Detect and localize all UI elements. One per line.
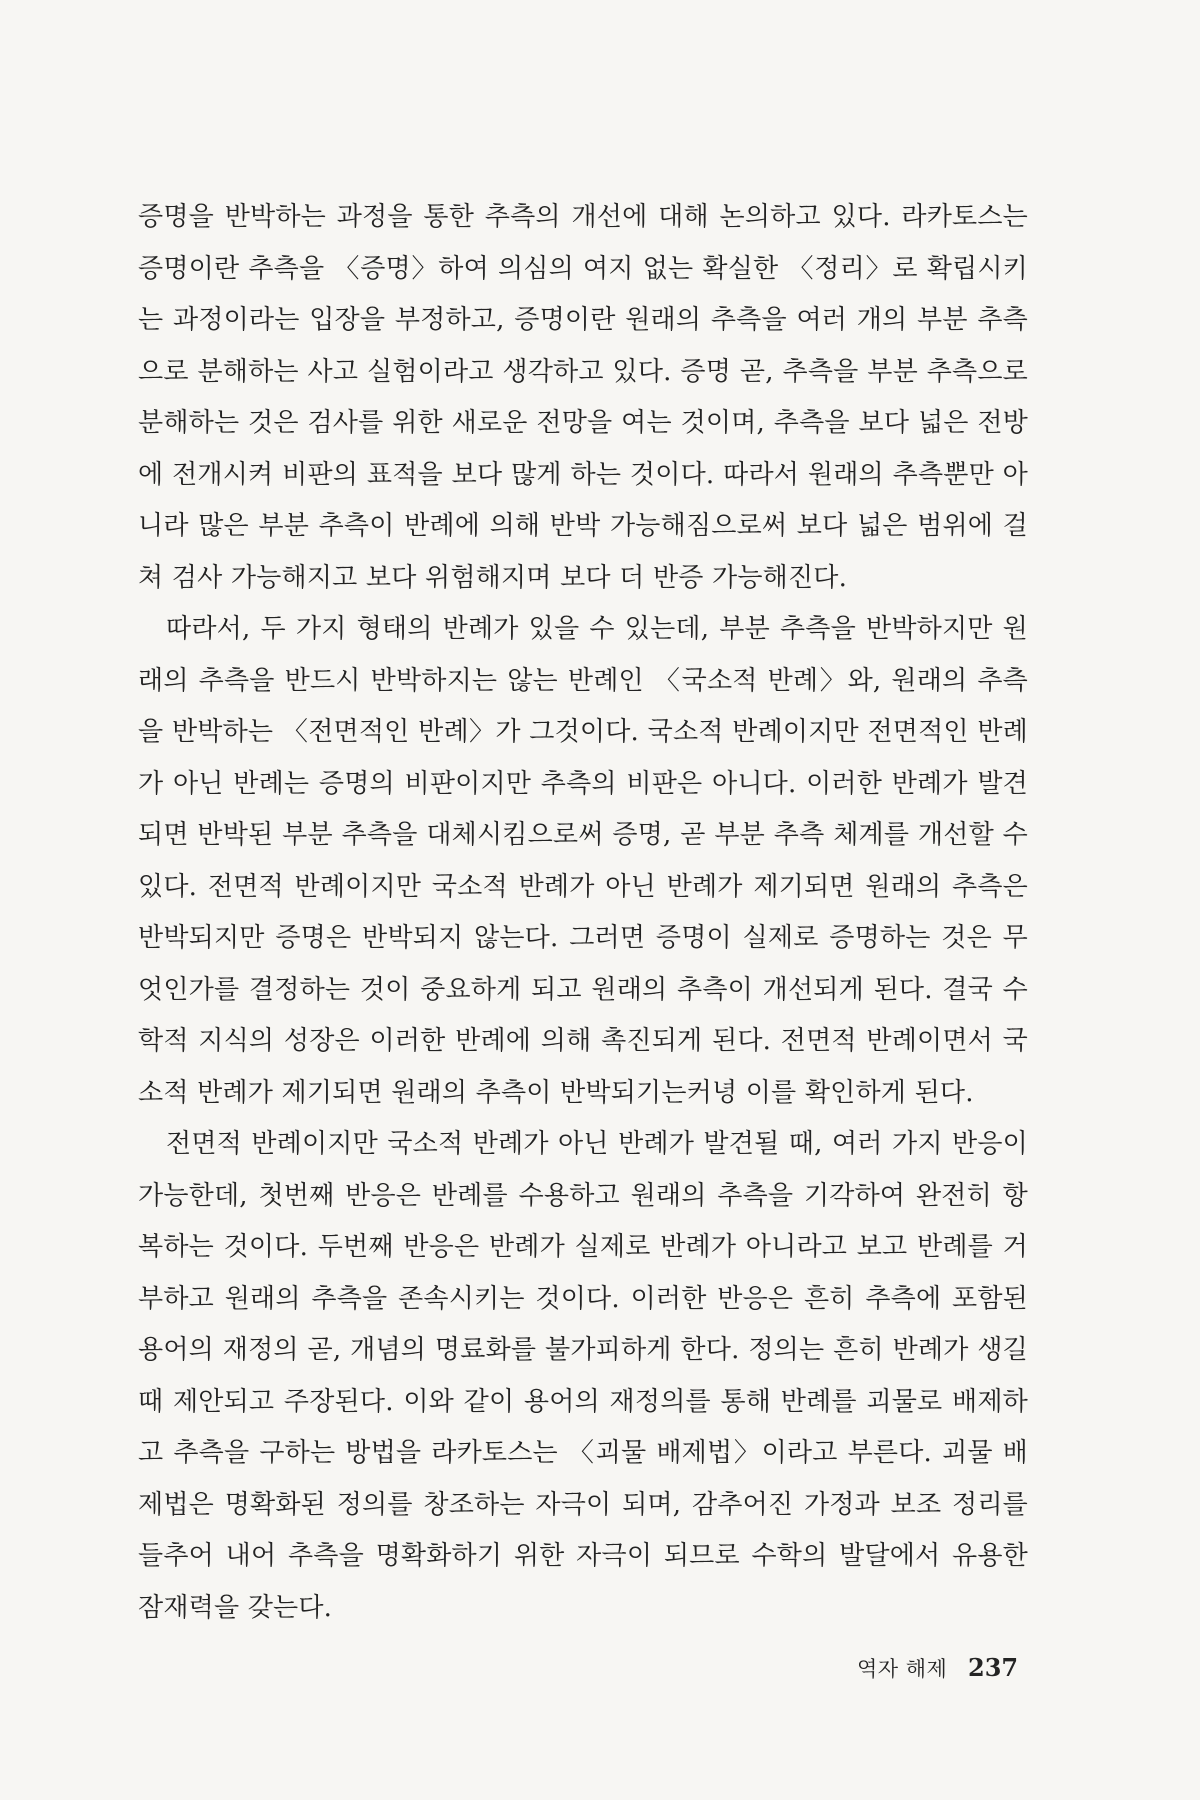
- paragraph-3: 전면적 반례이지만 국소적 반례가 아닌 반례가 발견될 때, 여러 가지 반응이 가능한데, 첫번째 반응은 반례를 수용하고 원래의 추측을 기각하여 완전히 항복하는 것이다. 두번째 반응은 반례가 실제로 반례가 아니라고 보고 반례를 거부하고 원래의 추측을 존속시키는 것이다. 이러한 반응은 흔히 추측에 포함된 용어의 재정의 곧, 개념의 명료화를 불가피하게 한다. 정의는 흔히 반례가 생길 때 제안되고 주장된다. 이와 같이 용어의 재정의를 통해 반례를 괴물로 배제하고 추측을 구하는 방법을 라카토스는 〈괴물 배제법〉이라고 부른다. 괴물 배제법은 명확화된 정의를 창조하는 자극이 되며, 감추어진 가정과 보조 정리를 들추어 내어 추측을 명확화하기 위한 자극이 되므로 수학의 발달에서 유용한 잠재력을 갖는다.: [138, 1129, 1028, 1623]
- page-footer: [857, 1653, 1018, 1684]
- paragraph-2: 따라서, 두 가지 형태의 반례가 있을 수 있는데, 부분 추측을 반박하지만 원래의 추측을 반드시 반박하지는 않는 반례인 〈국소적 반례〉와, 원래의 추측을 반박하는 〈전면적인 반례〉가 그것이다. 국소적 반례이지만 전면적인 반례가 아닌 반례는 증명의 비판이지만 추측의 비판은 아니다. 이러한 반례가 발견되면 반박된 부분 추측을 대체시킴으로써 증명, 곧 부분 추측 체계를 개선할 수 있다. 전면적 반례이지만 국소적 반례가 아닌 반례가 제기되면 원래의 추측은 반박되지만 증명은 반박되지 않는다. 그러면 증명이 실제로 증명하는 것은 무엇인가를 결정하는 것이 중요하게 되고 원래의 추측이 개선되게 된다. 결국 수학적 지식의 성장은 이러한 반례에 의해 촉진되게 된다. 전면적 반례이면서 국소적 반례가 제기되면 원래의 추측이 반박되기는커녕 이를 확인하게 된다.: [138, 614, 1028, 1108]
- body-text: [138, 192, 1028, 1634]
- section-label: 역자 해제: [857, 1657, 948, 1681]
- page-number: 237: [968, 1653, 1019, 1682]
- paragraph-1: 증명을 반박하는 과정을 통한 추측의 개선에 대해 논의하고 있다. 라카토스는 증명이란 추측을 〈증명〉하여 의심의 여지 없는 확실한 〈정리〉로 확립시키는 과정이라는 입장을 부정하고, 증명이란 원래의 추측을 여러 개의 부분 추측으로 분해하는 사고 실험이라고 생각하고 있다. 증명 곧, 추측을 부분 추측으로 분해하는 것은 검사를 위한 새로운 전망을 여는 것이며, 추측을 보다 넓은 전방에 전개시켜 비판의 표적을 보다 많게 하는 것이다. 따라서 원래의 추측뿐만 아니라 많은 부분 추측이 반례에 의해 반박 가능해짐으로써 보다 넓은 범위에 걸쳐 검사 가능해지고 보다 위험해지며 보다 더 반증 가능해진다.: [138, 202, 1028, 593]
